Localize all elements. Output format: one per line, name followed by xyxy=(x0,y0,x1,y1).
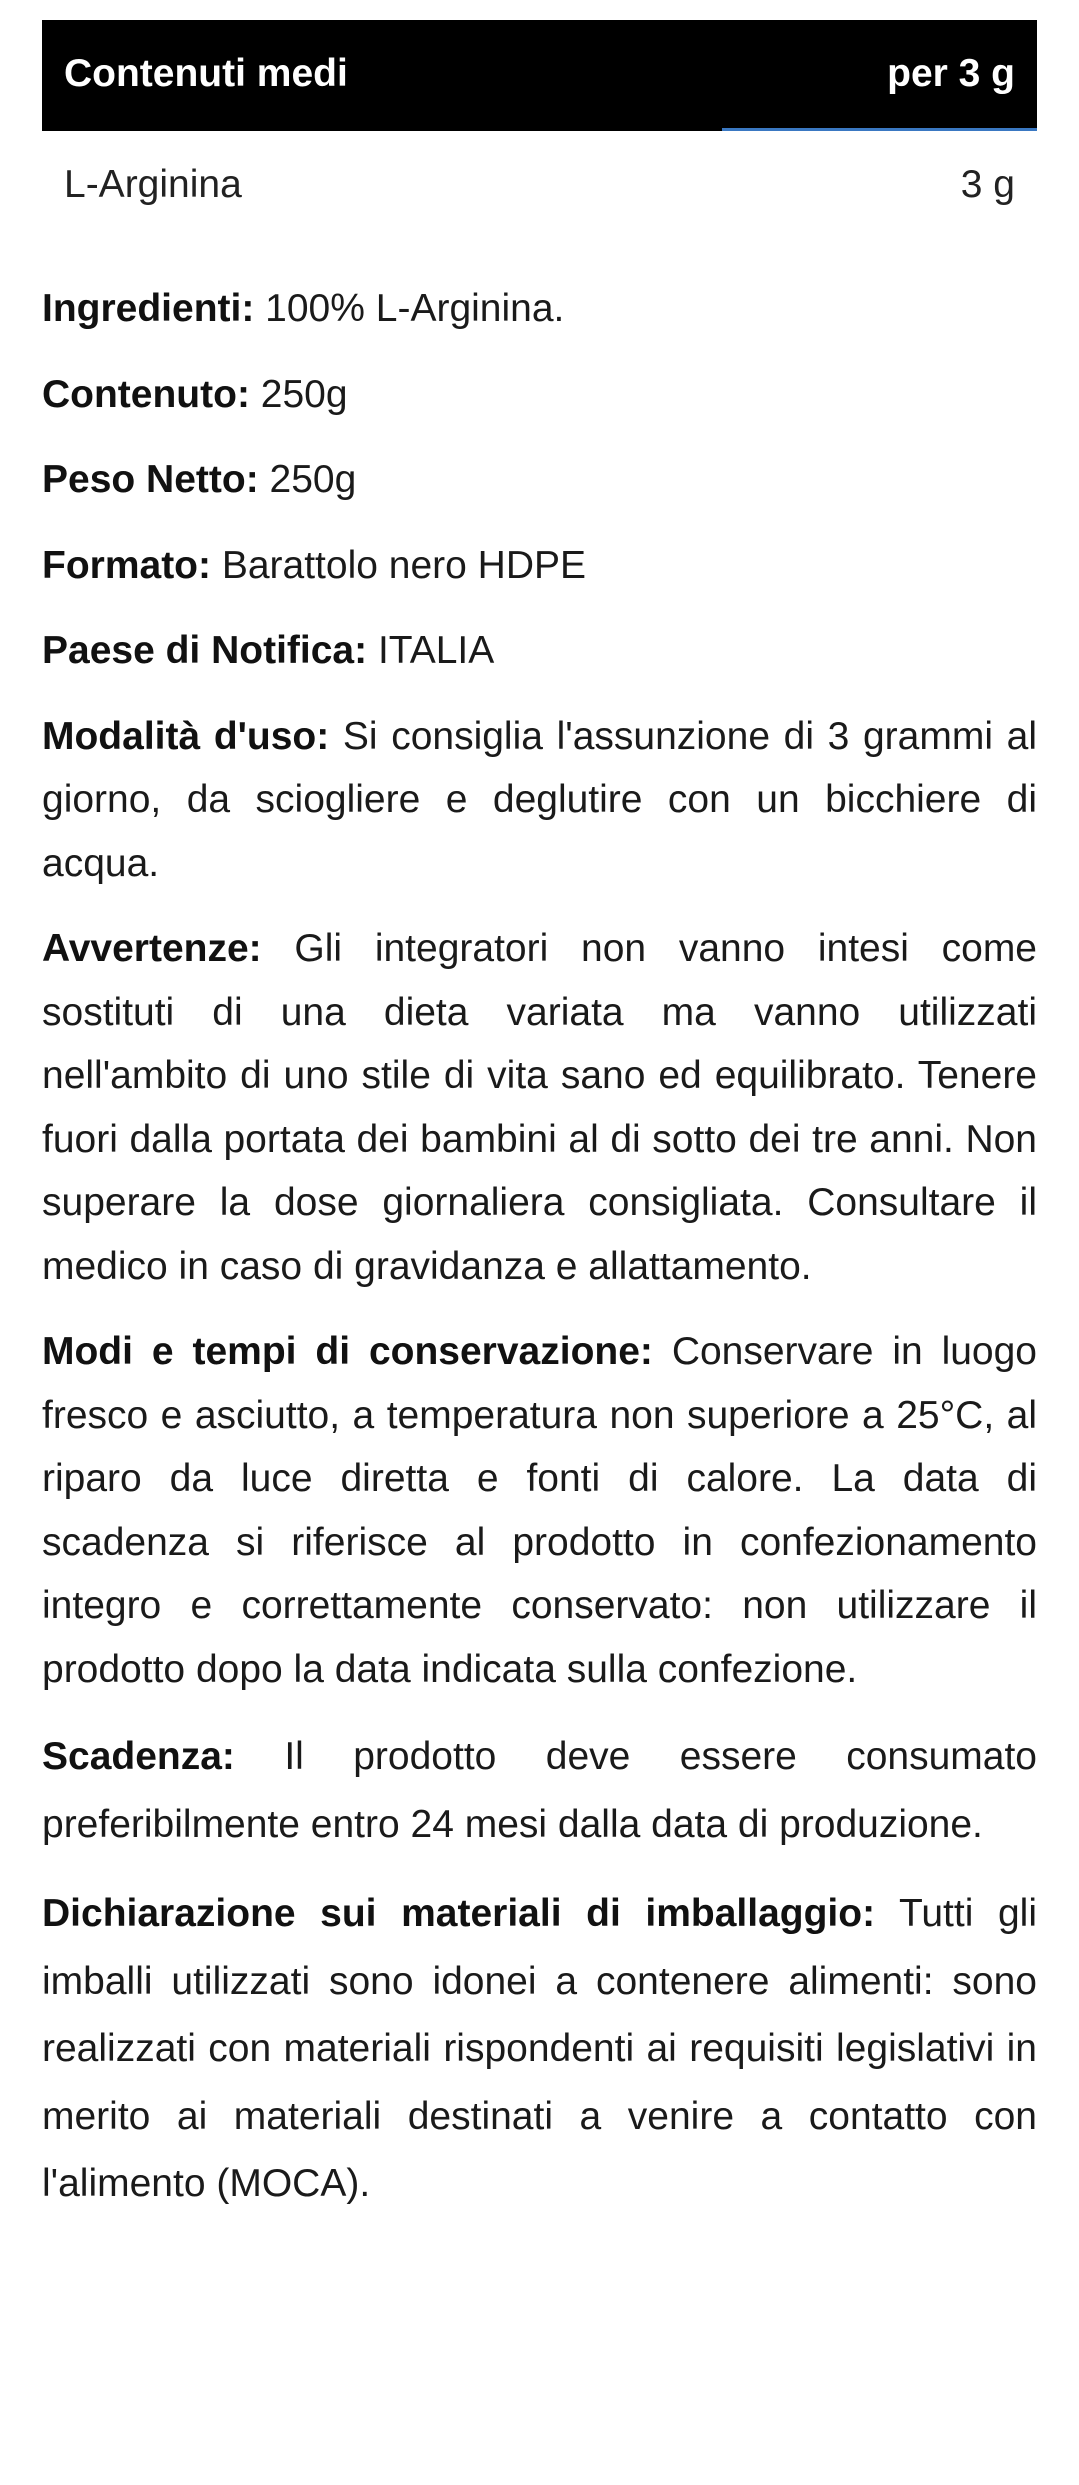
format-paragraph xyxy=(42,534,1037,598)
warnings-label: Avvertenze: xyxy=(42,927,262,970)
content-paragraph xyxy=(42,363,1037,427)
nutrient-name: L-Arginina xyxy=(64,163,242,206)
expiry-paragraph xyxy=(42,1723,1037,1858)
header-contents-label: Contenuti medi xyxy=(64,52,348,95)
format-label: Formato: xyxy=(42,543,211,587)
header-serving-label: per 3 g xyxy=(887,52,1015,95)
header-accent-highlight xyxy=(722,128,1037,131)
warnings-paragraph xyxy=(42,917,1037,1298)
header-accent-line xyxy=(42,128,1037,131)
nutrient-value: 3 g xyxy=(960,163,1015,206)
usage-text: Si consiglia l'assunzione di 3 grammi al giorno, da sciogliere e deglutire con un bicchiere di acqua. xyxy=(42,714,1037,885)
expiry-label: Scadenza: xyxy=(42,1735,235,1778)
table-row xyxy=(42,131,1037,239)
format-text: Barattolo nero HDPE xyxy=(211,543,587,587)
ingredients-paragraph xyxy=(42,277,1037,341)
expiry-text: Il prodotto deve essere consumato preferibilmente entro 24 mesi dalla data di produzione. xyxy=(42,1735,1037,1846)
usage-label: Modalità d'uso: xyxy=(42,714,330,758)
content-text: 250g xyxy=(249,372,348,416)
country-text: ITALIA xyxy=(367,629,495,672)
country-paragraph xyxy=(42,619,1037,683)
packaging-paragraph xyxy=(42,1880,1037,2218)
ingredients-text: 100% L-Arginina. xyxy=(254,287,565,330)
content-label: Contenuto: xyxy=(42,372,250,416)
net-weight-label: Peso Netto: xyxy=(42,458,259,501)
country-label: Paese di Notifica: xyxy=(42,629,368,672)
ingredients-label: Ingredienti: xyxy=(42,287,255,330)
storage-text: Conservare in luogo fresco e asciutto, a temperatura non superiore a 25°C, al riparo da luce diretta e fonti di calore. La data di scadenza si riferisce al prodotto in confezionamento integro e correttamente conservato: non utilizzare il prodotto dopo la data indicata sulla confezione. xyxy=(42,1330,1038,1691)
nutrition-table xyxy=(42,20,1037,239)
packaging-label: Dichiarazione sui materiali di imballaggio: xyxy=(42,1892,876,1935)
storage-label: Modi e tempi di conservazione: xyxy=(42,1330,653,1373)
packaging-text: Tutti gli imballi utilizzati sono idonei a contenere alimenti: sono realizzati con materiali rispondenti ai requisiti legislativi in merito ai materiali destinati a venire a contatto con l'alimento (MOCA). xyxy=(42,1892,1037,2205)
storage-paragraph xyxy=(42,1320,1037,1701)
net-weight-paragraph xyxy=(42,448,1037,512)
usage-paragraph xyxy=(42,705,1037,896)
header-accent-row xyxy=(42,128,1037,131)
product-info xyxy=(42,277,1037,2218)
warnings-text: Gli integratori non vanno intesi come sostituti di una dieta variata ma vanno utilizzati nell'ambito di uno stile di vita sano ed equilibrato. Tenere fuori dalla portata dei bambini al di sotto dei tre anni. Non superare la dose giornaliera consigliata. Consultare il medico in caso di gravidanza e allattamento. xyxy=(42,927,1037,1288)
net-weight-text: 250g xyxy=(258,458,357,501)
nutrition-table-header xyxy=(42,20,1037,128)
